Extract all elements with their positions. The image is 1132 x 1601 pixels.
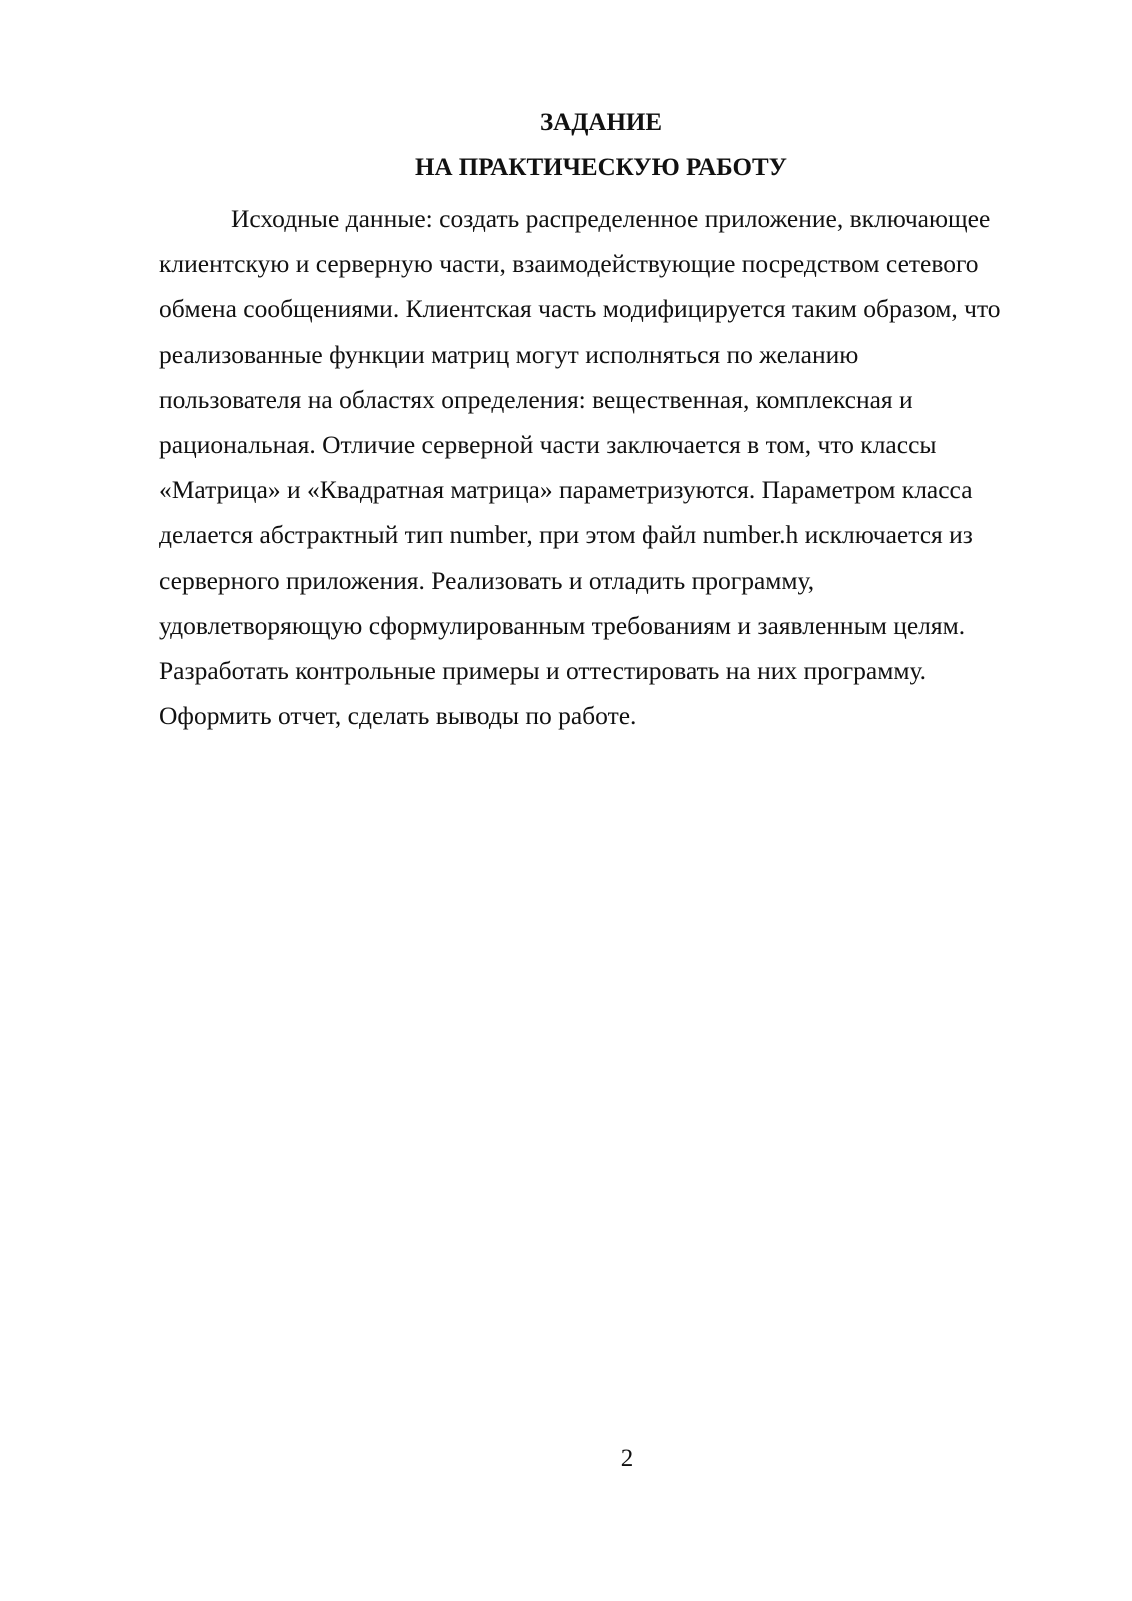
paragraph-line: клиентскую и серверную части, взаимодействующие посредством сетевого: [159, 249, 979, 279]
paragraph-line: рациональная. Отличие серверной части заключается в том, что классы: [159, 430, 937, 460]
page-subtitle: НА ПРАКТИЧЕСКУЮ РАБОТУ: [415, 154, 787, 181]
paragraph-line: реализованные функции матриц могут исполняться по желанию: [159, 339, 859, 369]
paragraph-line: удовлетворяющую сформулированным требованиям и заявленным целям.: [159, 610, 966, 640]
paragraph-line: делается абстрактный тип number, при этом файл number.h исключается из: [159, 520, 973, 550]
paragraph-line: Разработать контрольные примеры и оттестировать на них программу.: [159, 656, 927, 686]
paragraph-line: «Матрица» и «Квадратная матрица» параметризуются. Параметром класса: [159, 475, 973, 505]
task-paragraph: [159, 196, 1029, 738]
paragraph-line: Исходные данные: создать распределенное приложение, включающее: [231, 204, 991, 233]
page-number: 2: [620, 1445, 634, 1472]
page-title: ЗАДАНИЕ: [539, 109, 663, 136]
paragraph-line: Оформить отчет, сделать выводы по работе.: [159, 701, 637, 731]
paragraph-line: обмена сообщениями. Клиентская часть модифицируется таким образом, что: [159, 294, 1001, 324]
paragraph-line: серверного приложения. Реализовать и отладить программу,: [159, 565, 815, 595]
paragraph-line: пользователя на областях определения: вещественная, комплексная и: [159, 384, 913, 414]
